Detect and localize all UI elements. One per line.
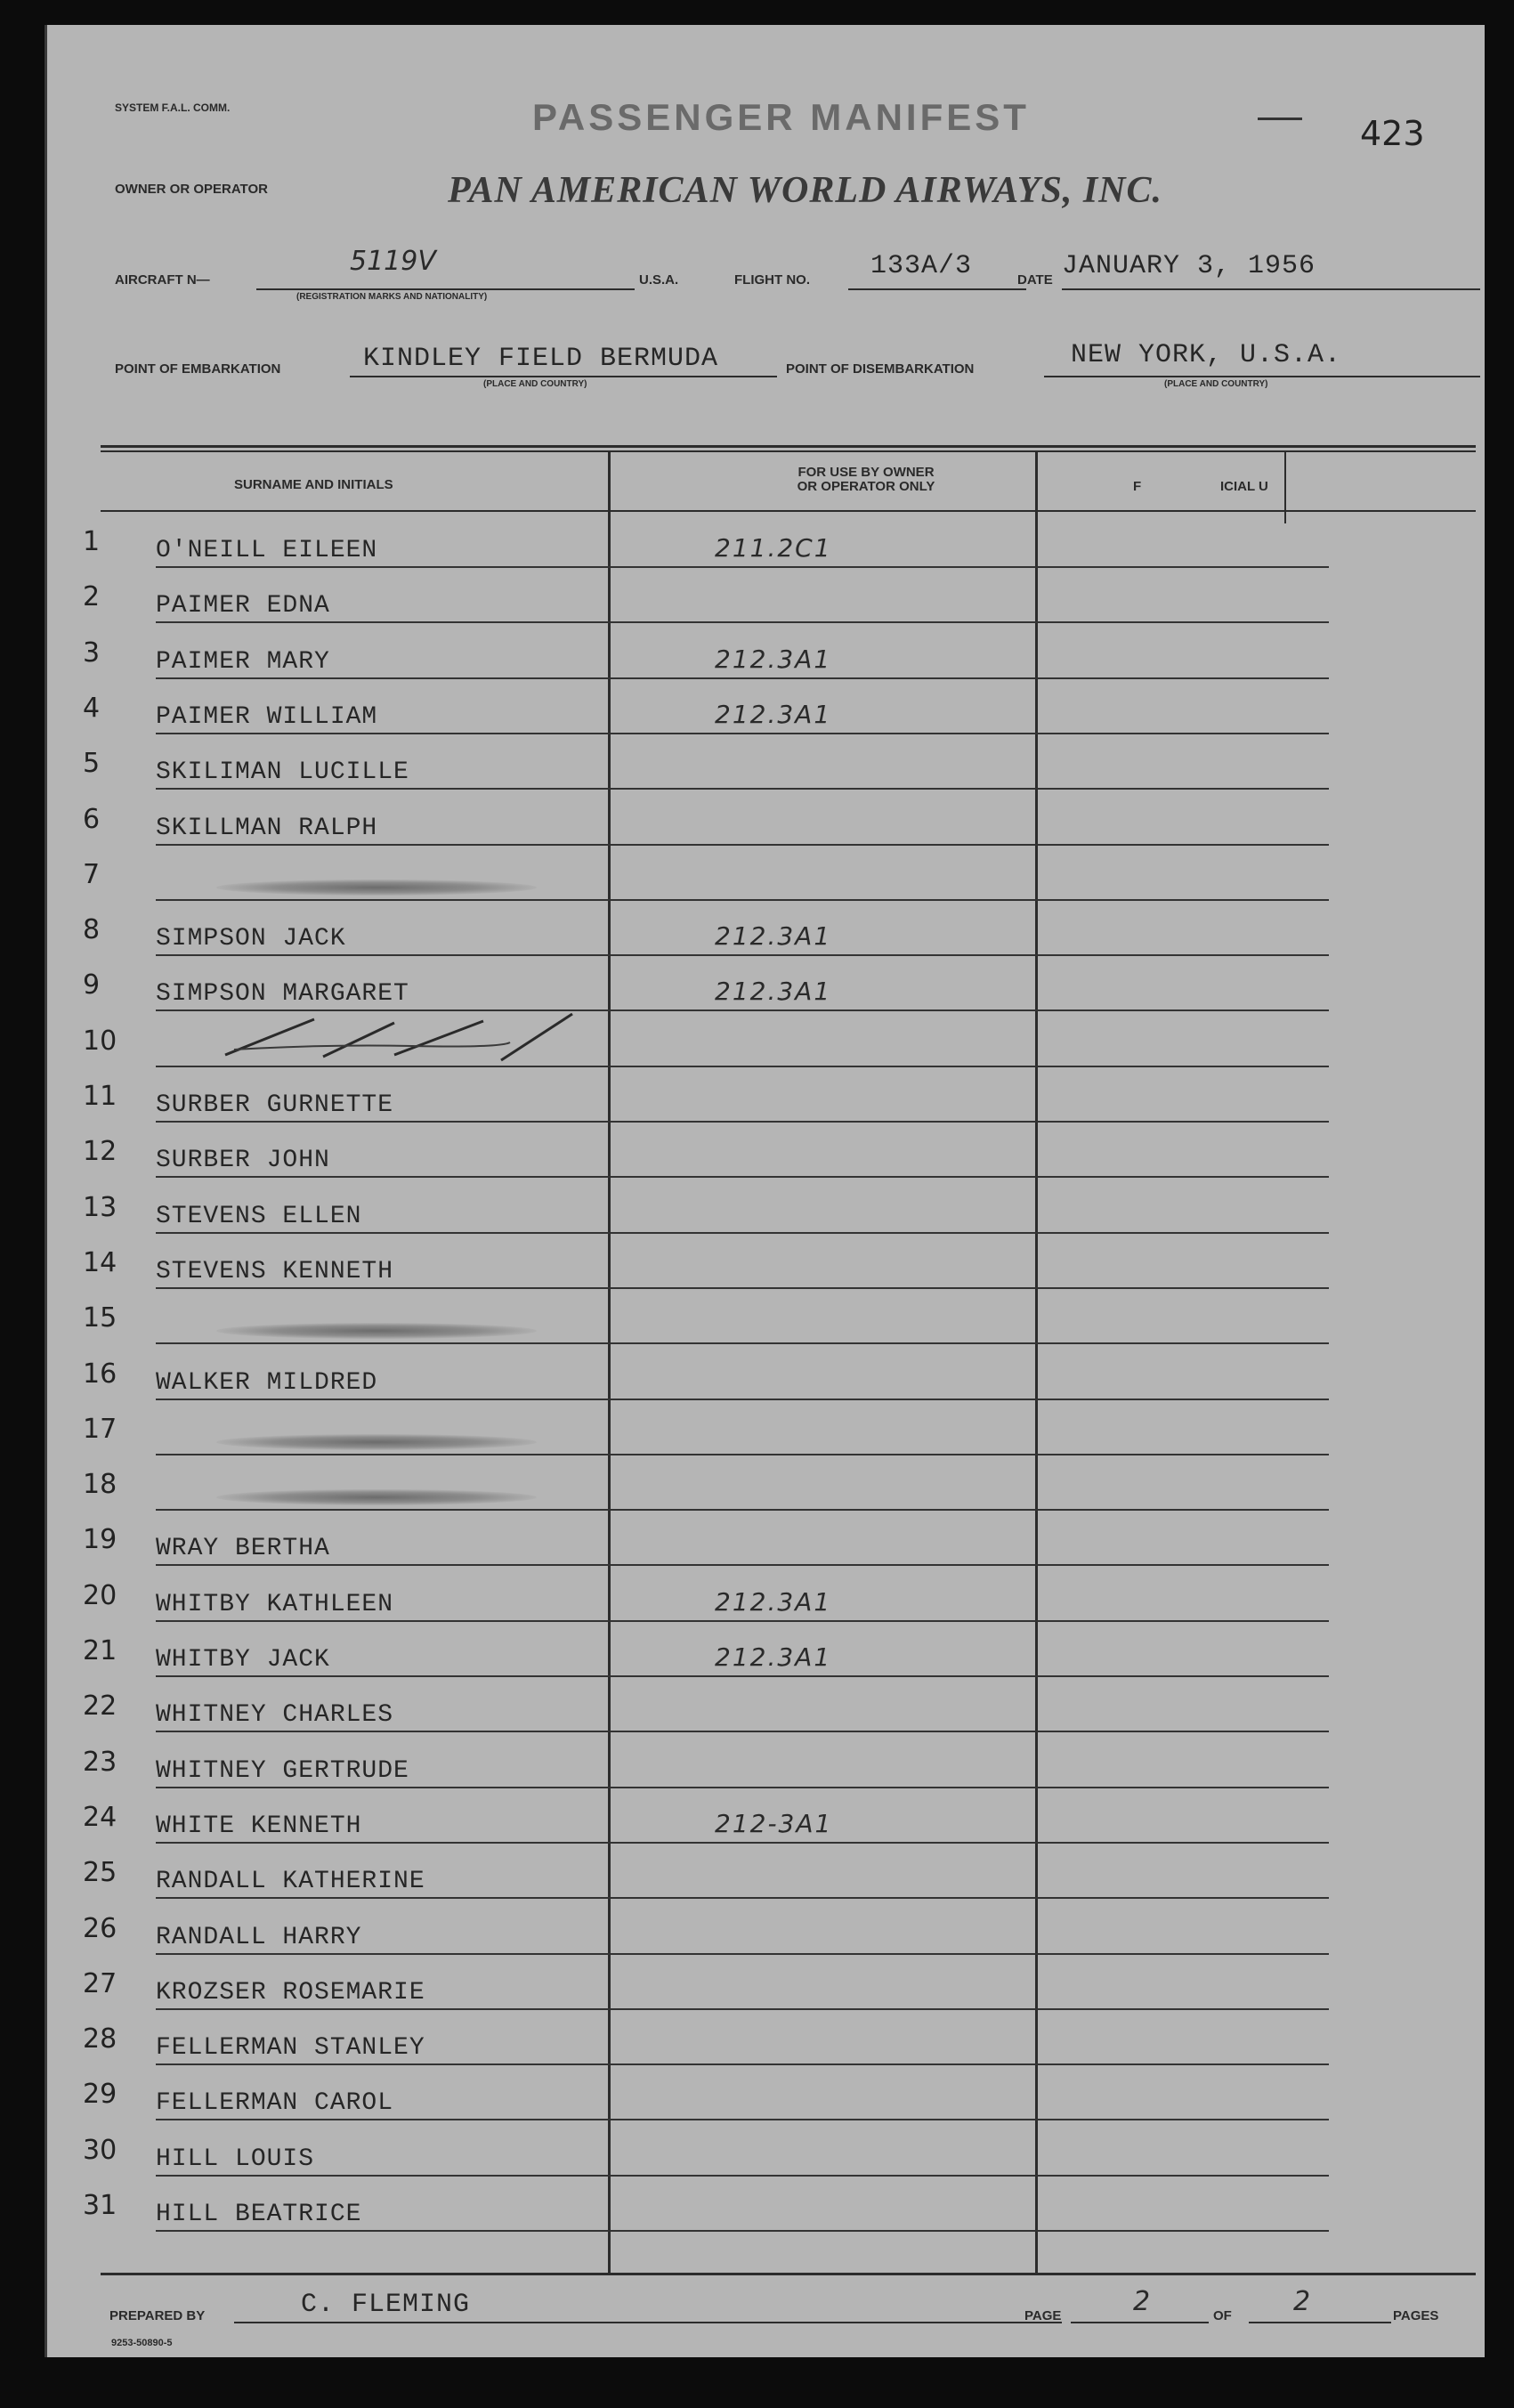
passenger-name: SURBER JOHN: [156, 1147, 330, 1175]
table-row: [83, 679, 1267, 734]
column-owner-header-line1: FOR USE BY OWNER: [797, 465, 935, 480]
row-number: 9: [83, 969, 101, 1001]
flight-label: FLIGHT NO.: [734, 272, 810, 288]
passenger-name: STEVENS ELLEN: [156, 1202, 362, 1230]
table-row: [83, 1733, 1267, 1788]
passenger-name: PAIMER WILLIAM: [156, 702, 378, 731]
column-official-header-b: ICIAL U: [1220, 479, 1268, 494]
row-number: 7: [83, 858, 101, 890]
official-use-stub: [1256, 1509, 1329, 1511]
usa-label: U.S.A.: [639, 272, 679, 288]
embarkation-underline: [350, 376, 777, 377]
table-row: [83, 1012, 1267, 1067]
table-top-rule-2: [101, 450, 1476, 452]
owner-code: 212.3A1: [715, 1642, 832, 1672]
passenger-name: WRAY BERTHA: [156, 1535, 330, 1563]
pages-label: PAGES: [1393, 2308, 1439, 2323]
passenger-name: RANDALL KATHERINE: [156, 1868, 425, 1896]
official-use-stub: [1256, 1787, 1329, 1788]
table-row: [83, 568, 1267, 623]
row-number: 2: [83, 581, 101, 613]
embarkation-label: POINT OF EMBARKATION: [115, 361, 281, 377]
passenger-name: SKILLMAN RALPH: [156, 814, 378, 842]
date-value: JANUARY 3, 1956: [1062, 251, 1316, 281]
of-label: OF: [1213, 2308, 1232, 2323]
row-number: 13: [83, 1191, 117, 1223]
official-use-stub: [1256, 1176, 1329, 1178]
disembarkation-caption: (PLACE AND COUNTRY): [1164, 379, 1268, 389]
owner-code: 212.3A1: [715, 644, 832, 674]
official-use-stub: [1256, 899, 1329, 901]
passenger-name: FELLERMAN STANLEY: [156, 2034, 425, 2063]
date-underline: [1062, 288, 1480, 290]
table-row: [83, 1179, 1267, 1234]
official-use-stub: [1256, 2230, 1329, 2232]
official-use-stub: [1256, 2175, 1329, 2177]
official-use-stub: [1256, 1454, 1329, 1455]
redaction-smudge: [216, 1323, 537, 1339]
owner-code: 212.3A1: [715, 1586, 832, 1617]
strike-through-marks: [216, 1010, 590, 1064]
owner-code: 212-3A1: [715, 1808, 833, 1838]
official-use-stub: [1256, 1620, 1329, 1622]
table-row: [83, 846, 1267, 901]
aircraft-label: AIRCRAFT N—: [115, 272, 210, 288]
owner-code: 212.3A1: [715, 977, 832, 1007]
table-row: [83, 1567, 1267, 1622]
official-use-stub: [1256, 1121, 1329, 1123]
table-row: [83, 624, 1267, 679]
disembarkation-label: POINT OF DISEMBARKATION: [786, 361, 975, 377]
official-use-stub: [1256, 621, 1329, 623]
official-use-stub: [1256, 1342, 1329, 1344]
embarkation-caption: (PLACE AND COUNTRY): [483, 379, 587, 389]
official-use-stub: [1256, 1731, 1329, 1732]
of-value: 2: [1293, 2286, 1311, 2317]
official-use-stub: [1256, 2063, 1329, 2065]
row-number: 3: [83, 636, 101, 669]
official-use-stub: [1256, 1675, 1329, 1677]
table-header-rule: [101, 510, 1476, 512]
embarkation-value: KINDLEY FIELD BERMUDA: [363, 344, 719, 374]
passenger-name: WHITBY JACK: [156, 1646, 330, 1674]
row-number: 1: [83, 526, 101, 557]
row-number: 18: [83, 1469, 117, 1501]
row-number: 20: [83, 1579, 117, 1611]
official-use-stub: [1256, 1009, 1329, 1011]
row-number: 24: [83, 1801, 117, 1833]
page-value: 2: [1133, 2286, 1151, 2317]
table-row: [83, 513, 1267, 568]
owner-code: 212.3A1: [715, 699, 832, 729]
table-row: [83, 734, 1267, 790]
row-number: 5: [83, 748, 101, 780]
table-row: [83, 1622, 1267, 1677]
table-row: [83, 2121, 1267, 2177]
table-row: [83, 2177, 1267, 2232]
registration-caption: (REGISTRATION MARKS AND NATIONALITY): [296, 292, 488, 302]
table-row: [83, 1955, 1267, 2010]
corner-note: SYSTEM F.A.L. COMM.: [115, 101, 231, 114]
page-reference: 423: [1360, 114, 1425, 153]
row-number: 16: [83, 1358, 117, 1390]
table-row: [83, 791, 1267, 846]
passenger-name: SURBER GURNETTE: [156, 1091, 394, 1119]
official-use-stub: [1256, 1842, 1329, 1844]
table-row: [83, 1511, 1267, 1566]
passenger-name: KROZSER ROSEMARIE: [156, 1978, 425, 2007]
official-use-stub: [1256, 677, 1329, 679]
redaction-smudge: [216, 1489, 537, 1505]
row-number: 11: [83, 1081, 117, 1112]
row-number: 23: [83, 1746, 117, 1778]
page-underline: [1071, 2322, 1209, 2323]
official-use-stub: [1256, 844, 1329, 846]
passenger-name: HILL BEATRICE: [156, 2201, 362, 2228]
row-number: 28: [83, 2023, 117, 2055]
table-row: [83, 1677, 1267, 1732]
flight-underline: [848, 288, 1026, 290]
prepared-by-label: PREPARED BY: [109, 2308, 206, 2323]
table-bottom-rule: [101, 2273, 1476, 2275]
official-use-stub: [1256, 2008, 1329, 2010]
title-dash: [1258, 118, 1302, 120]
official-use-stub: [1256, 1564, 1329, 1566]
row-number: 29: [83, 2079, 117, 2111]
official-use-stub: [1256, 954, 1329, 956]
flight-value: 133A/3: [870, 251, 973, 281]
row-number: 10: [83, 1025, 117, 1057]
passenger-name: PAIMER MARY: [156, 647, 330, 676]
table-top-rule: [101, 445, 1476, 448]
disembarkation-underline: [1044, 376, 1480, 377]
table-row: [83, 1788, 1267, 1844]
row-number: 19: [83, 1524, 117, 1556]
row-number: 6: [83, 803, 101, 835]
owner-code: 212.3A1: [715, 921, 832, 952]
passenger-name: PAIMER EDNA: [156, 592, 330, 620]
manifest-sheet: [45, 25, 1485, 2357]
table-row: [83, 2010, 1267, 2065]
table-row: [83, 1067, 1267, 1123]
passenger-name: WHITBY KATHLEEN: [156, 1590, 394, 1618]
passenger-name: WHITNEY CHARLES: [156, 1701, 394, 1730]
passenger-name: STEVENS KENNETH: [156, 1257, 394, 1285]
disembarkation-value: NEW YORK, U.S.A.: [1071, 340, 1342, 370]
official-use-stub: [1256, 788, 1329, 790]
table-row: [83, 901, 1267, 956]
table-row: [83, 1345, 1267, 1400]
form-title: PASSENGER MANIFEST: [532, 96, 1030, 138]
prepared-by-value: C. FLEMING: [301, 2290, 471, 2320]
owner-label: OWNER OR OPERATOR: [115, 182, 268, 197]
date-label: DATE: [1017, 272, 1053, 288]
column-divider-3: [1284, 452, 1286, 523]
table-row: [83, 1455, 1267, 1511]
official-use-stub: [1256, 1953, 1329, 1955]
redaction-smudge: [216, 1434, 537, 1450]
row-number: 14: [83, 1246, 117, 1278]
passenger-name: FELLERMAN CAROL: [156, 2089, 394, 2118]
table-row: [83, 1123, 1267, 1178]
row-rule: [156, 2230, 1267, 2232]
aircraft-underline: [256, 288, 635, 290]
page-label: PAGE: [1024, 2308, 1062, 2323]
passenger-name: WHITNEY GERTRUDE: [156, 1756, 409, 1785]
official-use-stub: [1256, 1399, 1329, 1400]
official-use-stub: [1256, 2119, 1329, 2120]
official-use-stub: [1256, 1232, 1329, 1234]
passenger-name: SIMPSON JACK: [156, 925, 346, 953]
row-number: 27: [83, 1967, 117, 1999]
table-row: [83, 1289, 1267, 1344]
row-number: 26: [83, 1912, 117, 1944]
table-row: [83, 1844, 1267, 1899]
passenger-name: RANDALL HARRY: [156, 1923, 362, 1951]
passenger-name: WALKER MILDRED: [156, 1368, 378, 1397]
airline-name: PAN AMERICAN WORLD AIRWAYS, INC.: [448, 170, 1163, 211]
column-owner-header-line2: OR OPERATOR ONLY: [797, 479, 935, 494]
row-number: 12: [83, 1136, 117, 1168]
table-row: [83, 956, 1267, 1011]
row-number: 4: [83, 692, 101, 724]
official-use-stub: [1256, 733, 1329, 734]
form-code: 9253-50890-5: [111, 2338, 173, 2348]
passenger-name: SKILIMAN LUCILLE: [156, 758, 409, 787]
row-number: 21: [83, 1635, 117, 1666]
table-row: [83, 2065, 1267, 2120]
table-row: [83, 1900, 1267, 1955]
row-number: 31: [83, 2190, 117, 2221]
passenger-name: HILL LOUIS: [156, 2144, 315, 2173]
column-official-header-a: F: [1133, 479, 1142, 494]
table-row: [83, 1400, 1267, 1455]
prepared-by-underline: [234, 2322, 1062, 2323]
passenger-name: WHITE KENNETH: [156, 1812, 362, 1840]
official-use-stub: [1256, 1066, 1329, 1067]
aircraft-value: 5119V: [350, 246, 436, 277]
official-use-stub: [1256, 1287, 1329, 1289]
owner-code: 211.2C1: [715, 533, 832, 563]
redaction-smudge: [216, 880, 537, 896]
of-underline: [1249, 2322, 1391, 2323]
column-surname-header: SURNAME AND INITIALS: [234, 477, 393, 492]
row-number: 25: [83, 1857, 117, 1889]
row-number: 15: [83, 1302, 117, 1334]
row-number: 17: [83, 1413, 117, 1445]
row-number: 30: [83, 2134, 117, 2166]
official-use-stub: [1256, 1897, 1329, 1899]
table-row: [83, 1234, 1267, 1289]
passenger-name: SIMPSON MARGARET: [156, 980, 409, 1009]
row-number: 22: [83, 1690, 117, 1723]
row-number: 8: [83, 914, 101, 946]
passenger-name: O'NEILL EILEEN: [156, 537, 378, 564]
official-use-stub: [1256, 566, 1329, 568]
